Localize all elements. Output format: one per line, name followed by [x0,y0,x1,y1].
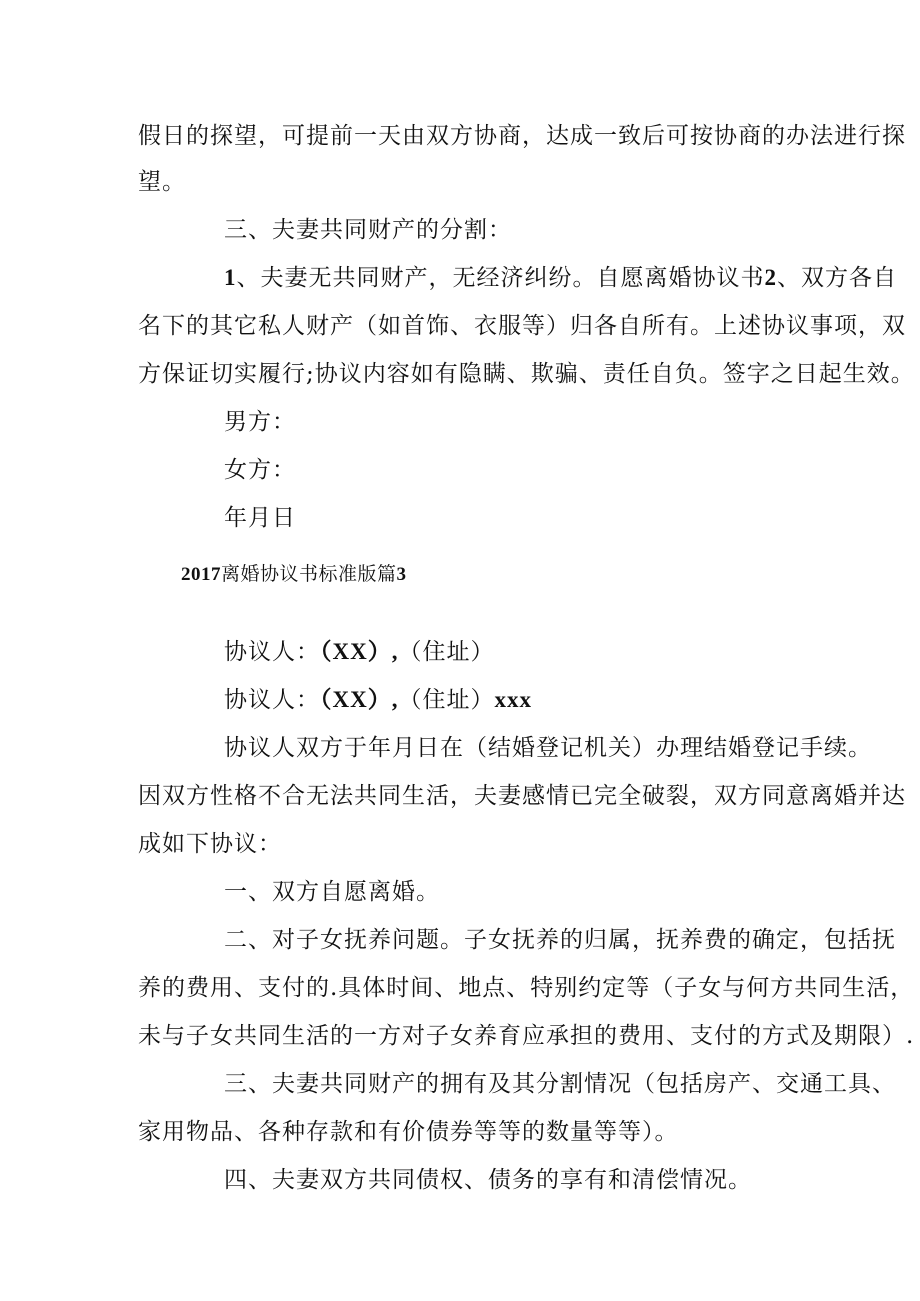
party-name: （XX）, [320,639,399,664]
section-heading: 三、夫妻共同财产的分割： [224,217,512,243]
party-name: （XX）, [320,687,399,712]
signature-label-female: 女方： [224,457,296,483]
paragraph-line: 因双方性格不合无法共同生活，夫妻感情已完全破裂，双方同意离婚并达 [138,783,906,809]
paragraph-line: 成如下协议： [138,831,282,857]
party-line [224,685,532,715]
title-text: 离婚协议书标准版篇 [221,563,397,585]
paragraph-line: 名下的其它私人财产（如首饰、衣服等）归各自所有。上述协议事项，双 [138,313,906,339]
paragraph-line [224,263,897,293]
clause-line: 四、夫妻双方共同债权、债务的享有和清偿情况。 [224,1167,752,1193]
title-number: 3 [396,564,407,585]
text-run: 、双方各自 [777,265,897,291]
item-number: 1 [224,265,237,290]
signature-label-male: 男方： [224,409,296,435]
party-line [224,637,494,667]
party-address: （住址） [398,687,495,713]
paragraph-line: 假日的探望，可提前一天由双方协商，达成一致后可按协商的办法进行探 [138,123,906,149]
paragraph-line: 家用物品、各种存款和有价债券等等的数量等等）。 [138,1119,679,1145]
clause-line: 一、双方自愿离婚。 [224,879,440,905]
paragraph-line: 未与子女共同生活的一方对子女养育应承担的费用、支付的方式及期限）. [138,1023,915,1049]
party-address: （住址） [398,639,495,665]
item-number: 2 [764,265,777,290]
paragraph-line: 方保证切实履行;协议内容如有隐瞒、欺骗、责任自负。签字之日起生效。 [138,361,915,387]
clause-line: 二、对子女抚养问题。子女抚养的归属，抚养费的确定，包括抚 [224,927,896,953]
party-label: 协议人： [224,687,320,713]
section-title [181,559,407,590]
party-label: 协议人： [224,639,320,665]
date-label: 年月日 [224,505,296,531]
paragraph-line: 养的费用、支付的.具体时间、地点、特别约定等（子女与何方共同生活， [138,975,915,1001]
title-year: 2017 [181,564,221,585]
text-run: 、夫妻无共同财产，无经济纠纷。自愿离婚协议书 [236,265,765,291]
clause-line: 三、夫妻共同财产的拥有及其分割情况（包括房产、交通工具、 [224,1071,896,1097]
party-extra: xxx [494,687,532,712]
paragraph-line: 协议人双方于年月日在（结婚登记机关）办理结婚登记手续。 [224,735,872,761]
paragraph-line: 望。 [138,169,186,195]
